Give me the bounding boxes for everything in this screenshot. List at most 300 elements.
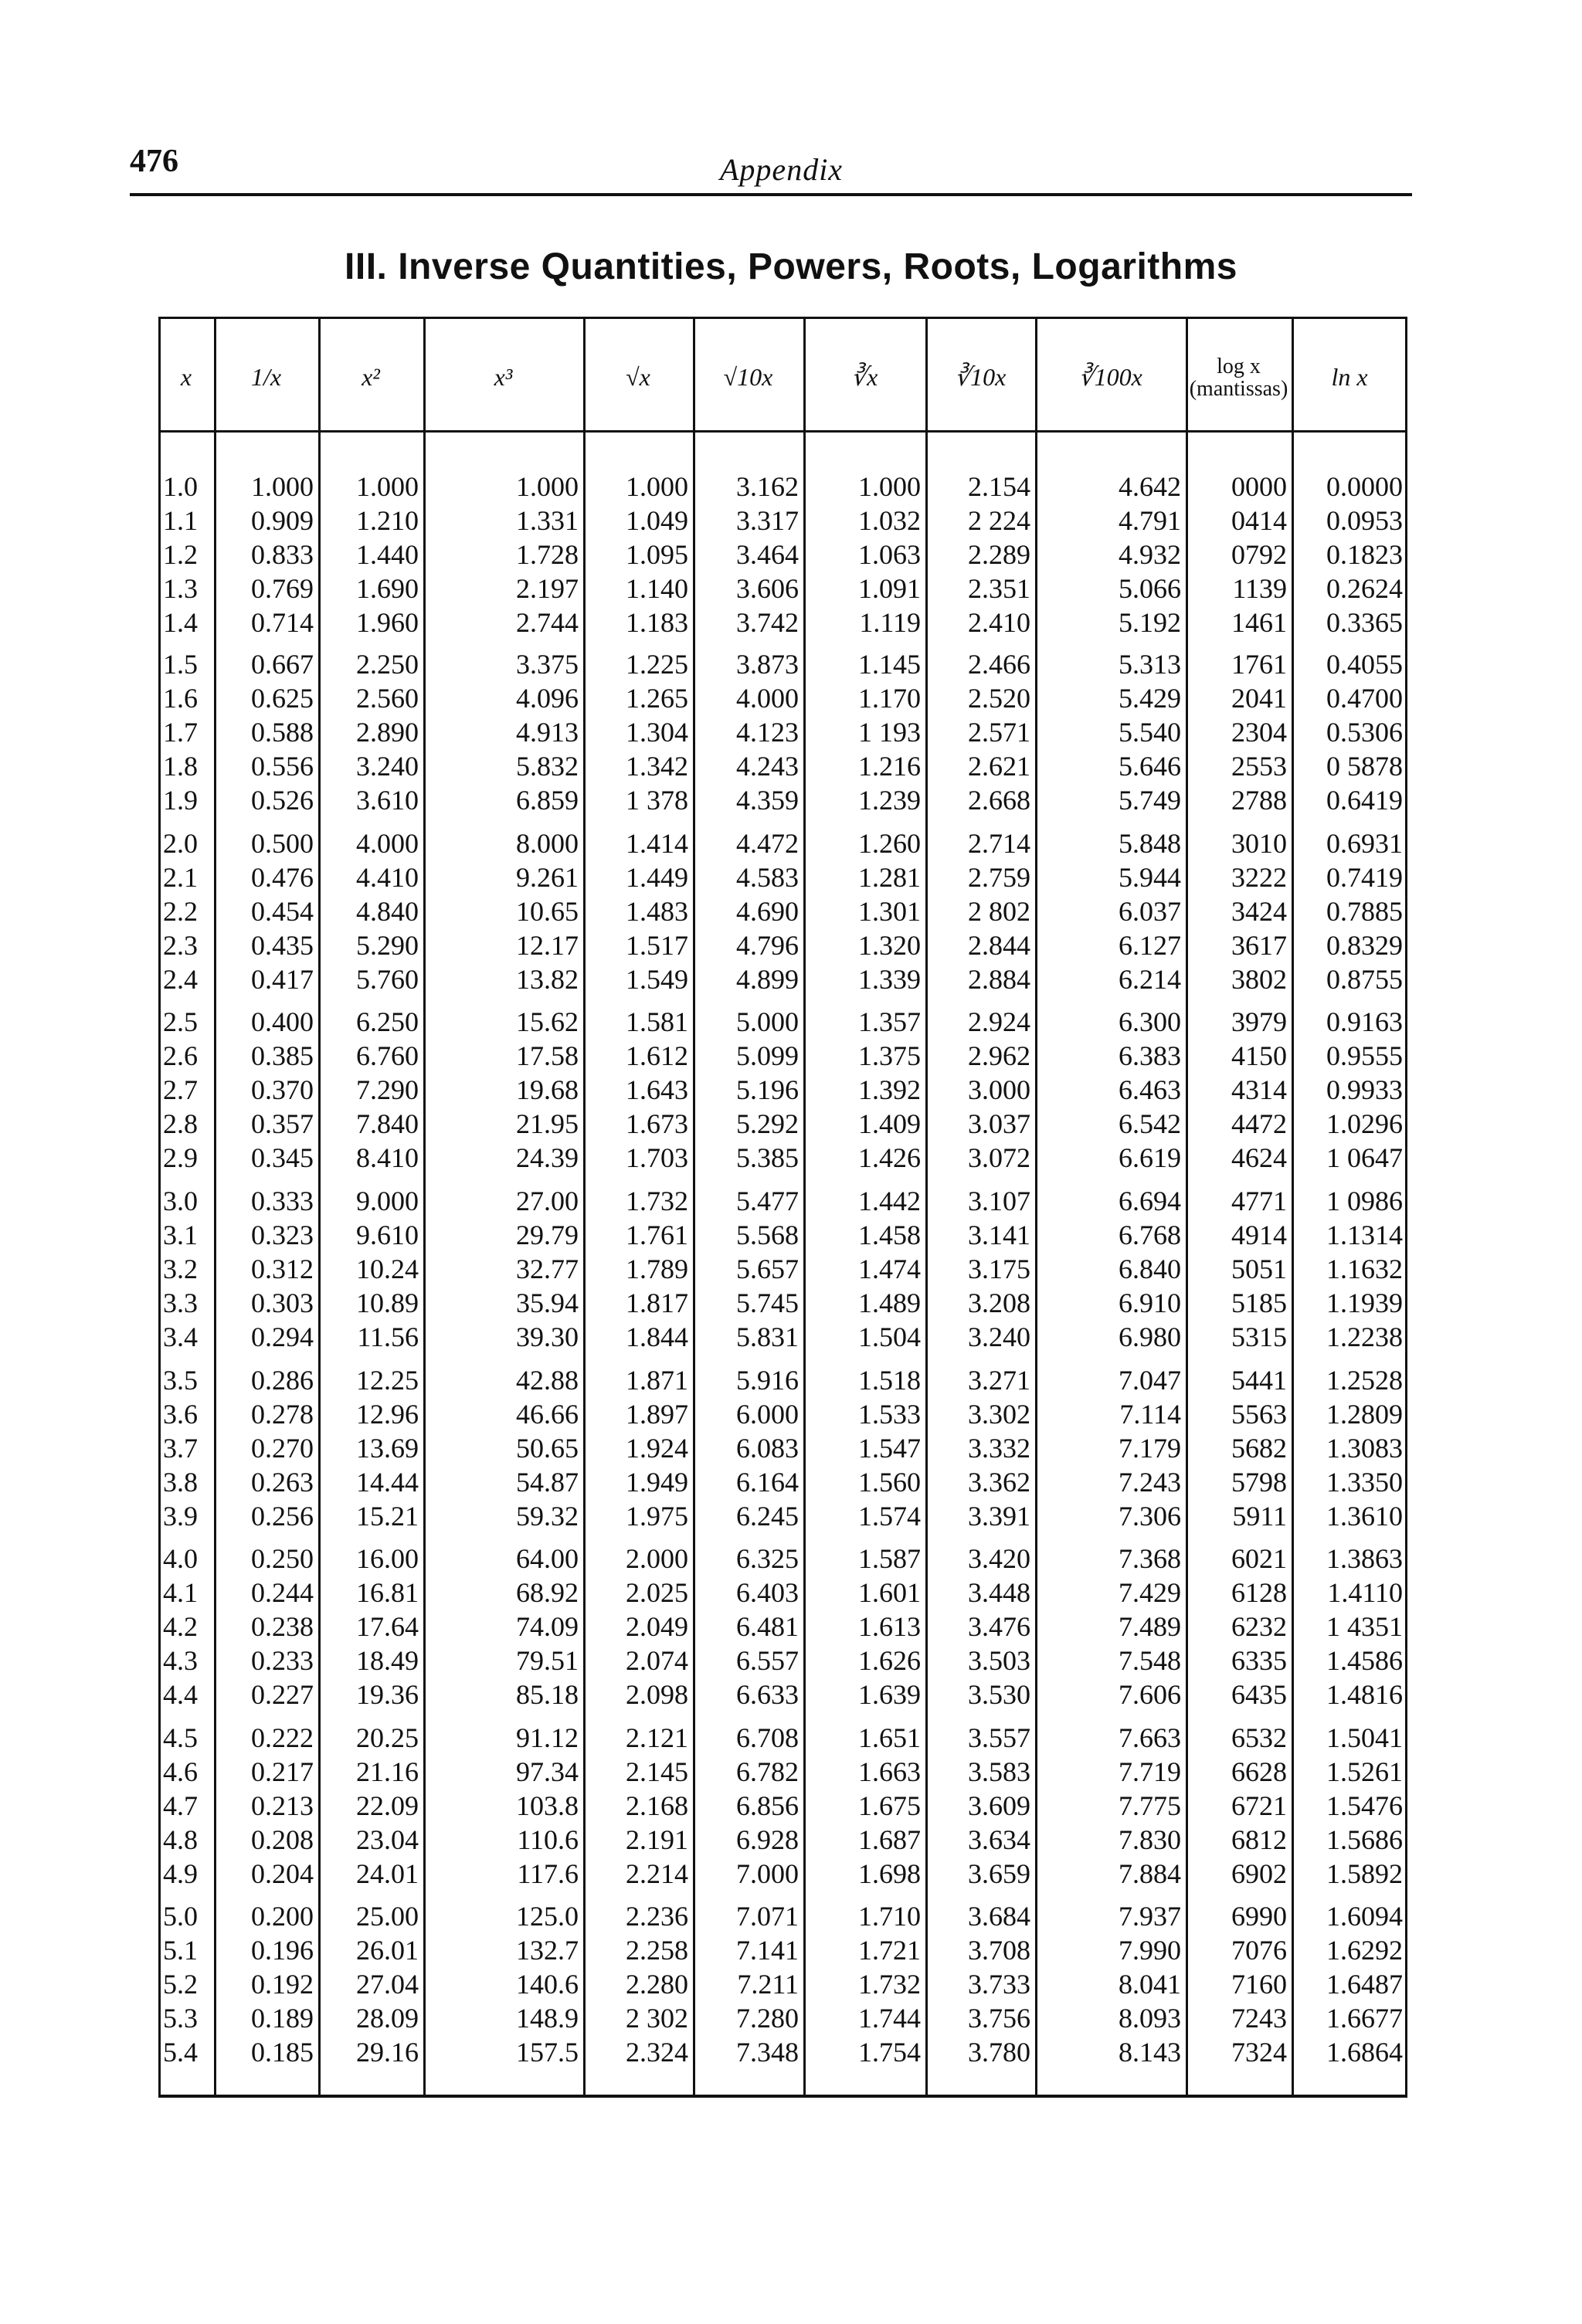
table-cell: 0.200 bbox=[251, 1901, 314, 1932]
table-cell: 1.225 bbox=[626, 649, 688, 680]
table-cell: 7.290 bbox=[356, 1074, 419, 1105]
table-cell: 0.238 bbox=[251, 1611, 314, 1642]
table-cell: 3.742 bbox=[736, 607, 799, 638]
table-cell: 1.000 bbox=[626, 471, 688, 502]
table-cell: 1.032 bbox=[858, 505, 921, 536]
table-cell: 1.170 bbox=[858, 683, 921, 714]
table-cell: 6128 bbox=[1231, 1577, 1287, 1608]
table-cell: 17.58 bbox=[516, 1040, 579, 1071]
table-cell: 2.560 bbox=[356, 683, 419, 714]
table-cell: 6.619 bbox=[1119, 1142, 1181, 1173]
table-cell: 3617 bbox=[1231, 930, 1287, 961]
table-cell: 4.9 bbox=[163, 1858, 198, 1889]
table-cell: 7.489 bbox=[1119, 1611, 1181, 1642]
table-cell: 0.189 bbox=[251, 2003, 314, 2034]
table-cell: 1.728 bbox=[516, 539, 579, 570]
table-cell: 6.633 bbox=[736, 1679, 799, 1710]
table-cell: 3.606 bbox=[736, 573, 799, 604]
table-cell: 157.5 bbox=[516, 2037, 579, 2068]
table-cell: 1 4351 bbox=[1326, 1611, 1403, 1642]
column-header: ∛10x bbox=[954, 363, 1007, 392]
table-cell: 4.8 bbox=[163, 1824, 198, 1855]
table-cell: 2.049 bbox=[626, 1611, 688, 1642]
table-cell: 1.5686 bbox=[1326, 1824, 1403, 1855]
table-cell: 1.375 bbox=[858, 1040, 921, 1071]
table-cell: 117.6 bbox=[517, 1858, 579, 1889]
table-cell: 6.760 bbox=[356, 1040, 419, 1071]
table-cell: 25.00 bbox=[356, 1901, 419, 1932]
table-cell: 0414 bbox=[1231, 505, 1287, 536]
table-cell: 2.000 bbox=[626, 1543, 688, 1574]
table-cell: 15.21 bbox=[356, 1501, 419, 1532]
table-cell: 68.92 bbox=[516, 1577, 579, 1608]
table-cell: 0.323 bbox=[251, 1220, 314, 1250]
table-cell: 6435 bbox=[1231, 1679, 1287, 1710]
table-cell: 4.690 bbox=[736, 896, 799, 927]
table-cell: 5798 bbox=[1231, 1467, 1287, 1498]
table-cell: 0.7885 bbox=[1326, 896, 1403, 927]
table-cell: 6021 bbox=[1231, 1543, 1287, 1574]
table-cell: 3.708 bbox=[968, 1935, 1030, 1966]
table-cell: 0000 bbox=[1231, 471, 1287, 502]
table-cell: 4.791 bbox=[1119, 505, 1181, 536]
table-cell: 7.211 bbox=[737, 1969, 799, 2000]
table-cell: 0.667 bbox=[251, 649, 314, 680]
table-cell: 6.000 bbox=[736, 1399, 799, 1430]
table-cell: 4.096 bbox=[516, 683, 579, 714]
table-cell: 26.01 bbox=[356, 1935, 419, 1966]
table-cell: 46.66 bbox=[516, 1399, 579, 1430]
table-cell: 1.6292 bbox=[1326, 1935, 1403, 1966]
table-cell: 1.063 bbox=[858, 539, 921, 570]
table-cell: 7.937 bbox=[1119, 1901, 1181, 1932]
table-cell: 4.3 bbox=[163, 1645, 198, 1676]
table-cell: 3.684 bbox=[968, 1901, 1030, 1932]
table-cell: 3010 bbox=[1231, 828, 1287, 859]
table-cell: 1761 bbox=[1231, 649, 1287, 680]
table-cell: 6.928 bbox=[736, 1824, 799, 1855]
table-title: III. Inverse Quantities, Powers, Roots, Logarithms bbox=[345, 246, 1237, 287]
table-cell: 1.517 bbox=[626, 930, 688, 961]
table-cell: 24.39 bbox=[516, 1142, 579, 1173]
table-cell: 2.236 bbox=[626, 1901, 688, 1932]
table-cell: 0.714 bbox=[251, 607, 314, 638]
column-divider bbox=[1035, 317, 1037, 2096]
table-cell: 1.643 bbox=[626, 1074, 688, 1105]
table-cell: 7.884 bbox=[1119, 1858, 1181, 1889]
table-cell: 1.5476 bbox=[1326, 1790, 1403, 1821]
table-cell: 0.400 bbox=[251, 1006, 314, 1037]
table-cell: 2.145 bbox=[626, 1756, 688, 1787]
table-cell: 1.547 bbox=[858, 1433, 921, 1464]
table-cell: 0.208 bbox=[251, 1824, 314, 1855]
table-cell: 13.69 bbox=[356, 1433, 419, 1464]
table-cell: 5.568 bbox=[736, 1220, 799, 1250]
table-cell: 1.601 bbox=[858, 1577, 921, 1608]
table-cell: 2.289 bbox=[968, 539, 1030, 570]
table-cell: 1.449 bbox=[626, 862, 688, 893]
table-cell: 4.4 bbox=[163, 1679, 198, 1710]
column-header: √10x bbox=[723, 363, 773, 392]
table-cell: 24.01 bbox=[356, 1858, 419, 1889]
table-cell: 1.5 bbox=[163, 649, 198, 680]
table-cell: 0 5878 bbox=[1326, 751, 1403, 782]
table-cell: 3.610 bbox=[356, 785, 419, 816]
table-cell: 14.44 bbox=[356, 1467, 419, 1498]
table-cell: 1.587 bbox=[858, 1543, 921, 1574]
table-cell: 1.442 bbox=[858, 1186, 921, 1216]
table-cell: 1.7 bbox=[163, 717, 198, 748]
table-cell: 0.5306 bbox=[1326, 717, 1403, 748]
column-header: log x (mantissas) bbox=[1189, 354, 1288, 401]
table-cell: 3.175 bbox=[968, 1254, 1030, 1284]
table-cell: 1.000 bbox=[516, 471, 579, 502]
table-cell: 7.840 bbox=[356, 1108, 419, 1139]
table-cell: 6.910 bbox=[1119, 1288, 1181, 1318]
table-cell: 0.7419 bbox=[1326, 862, 1403, 893]
table-cell: 27.04 bbox=[356, 1969, 419, 2000]
table-cell: 64.00 bbox=[516, 1543, 579, 1574]
table-cell: 1.3610 bbox=[1326, 1501, 1403, 1532]
table-cell: 3.332 bbox=[968, 1433, 1030, 1464]
table-cell: 5.4 bbox=[163, 2037, 198, 2068]
table-cell: 1.474 bbox=[858, 1254, 921, 1284]
table-cell: 5.1 bbox=[163, 1935, 198, 1966]
table-cell: 1.489 bbox=[858, 1288, 921, 1318]
column-divider bbox=[214, 317, 216, 2096]
table-cell: 1.744 bbox=[858, 2003, 921, 2034]
table-cell: 4.932 bbox=[1119, 539, 1181, 570]
table-cell: 2.191 bbox=[626, 1824, 688, 1855]
table-cell: 4914 bbox=[1231, 1220, 1287, 1250]
table-cell: 7.141 bbox=[736, 1935, 799, 1966]
table-cell: 1.732 bbox=[626, 1186, 688, 1216]
table-cell: 1.754 bbox=[858, 2037, 921, 2068]
table-cell: 1.000 bbox=[251, 471, 314, 502]
column-header: ln x bbox=[1331, 363, 1368, 392]
table-cell: 7.243 bbox=[1119, 1467, 1181, 1498]
table-cell: 3.873 bbox=[736, 649, 799, 680]
table-cell: 0.222 bbox=[251, 1722, 314, 1753]
table-cell: 1.145 bbox=[858, 649, 921, 680]
header-divider bbox=[158, 430, 1407, 433]
table-cell: 5.099 bbox=[736, 1040, 799, 1071]
table-cell: 1.4 bbox=[163, 607, 198, 638]
table-cell: 0.4700 bbox=[1326, 683, 1403, 714]
table-cell: 1.320 bbox=[858, 930, 921, 961]
column-divider bbox=[583, 317, 586, 2096]
table-cell: 5.477 bbox=[736, 1186, 799, 1216]
table-cell: 2.520 bbox=[968, 683, 1030, 714]
table-cell: 1.483 bbox=[626, 896, 688, 927]
table-cell: 5.646 bbox=[1119, 751, 1181, 782]
table-cell: 5.196 bbox=[736, 1074, 799, 1105]
table-cell: 5.831 bbox=[736, 1321, 799, 1352]
table-cell: 9.610 bbox=[356, 1220, 419, 1250]
table-cell: 29.16 bbox=[356, 2037, 419, 2068]
table-cell: 35.94 bbox=[516, 1288, 579, 1318]
table-cell: 74.09 bbox=[516, 1611, 579, 1642]
table-cell: 3.659 bbox=[968, 1858, 1030, 1889]
table-cell: 1.2528 bbox=[1326, 1365, 1403, 1396]
table-cell: 1.091 bbox=[858, 573, 921, 604]
table-cell: 16.00 bbox=[356, 1543, 419, 1574]
table-cell: 6.768 bbox=[1119, 1220, 1181, 1250]
table-cell: 0.357 bbox=[251, 1108, 314, 1139]
table-cell: 3.8 bbox=[163, 1467, 198, 1498]
column-header: 1/x bbox=[250, 363, 282, 392]
table-cell: 7160 bbox=[1231, 1969, 1287, 2000]
column-header: x³ bbox=[494, 363, 513, 392]
table-cell: 6.250 bbox=[356, 1006, 419, 1037]
table-cell: 3.000 bbox=[968, 1074, 1030, 1105]
table-cell: 4.410 bbox=[356, 862, 419, 893]
table-cell: 7.114 bbox=[1119, 1399, 1181, 1430]
table-cell: 7.719 bbox=[1119, 1756, 1181, 1787]
table-cell: 6.403 bbox=[736, 1577, 799, 1608]
table-cell: 7076 bbox=[1231, 1935, 1287, 1966]
table-cell: 1.049 bbox=[626, 505, 688, 536]
table-cell: 8.041 bbox=[1119, 1969, 1181, 2000]
table-cell: 6.859 bbox=[516, 785, 579, 816]
table-cell: 4.0 bbox=[163, 1543, 198, 1574]
table-cell: 0.250 bbox=[251, 1543, 314, 1574]
table-cell: 0.0953 bbox=[1326, 505, 1403, 536]
table-cell: 6.782 bbox=[736, 1756, 799, 1787]
table-cell: 5.848 bbox=[1119, 828, 1181, 859]
table-cell: 27.00 bbox=[516, 1186, 579, 1216]
table-cell: 1.663 bbox=[858, 1756, 921, 1787]
table-cell: 7.368 bbox=[1119, 1543, 1181, 1574]
table-cell: 5185 bbox=[1231, 1288, 1287, 1318]
table-cell: 3802 bbox=[1231, 964, 1287, 995]
table-cell: 8.000 bbox=[516, 828, 579, 859]
table-cell: 1.4586 bbox=[1326, 1645, 1403, 1676]
table-cell: 1.357 bbox=[858, 1006, 921, 1037]
table-cell: 5.0 bbox=[163, 1901, 198, 1932]
table-cell: 2.744 bbox=[516, 607, 579, 638]
table-cell: 3.0 bbox=[163, 1186, 198, 1216]
table-cell: 4.642 bbox=[1119, 471, 1181, 502]
table-cell: 1.216 bbox=[858, 751, 921, 782]
table-cell: 15.62 bbox=[516, 1006, 579, 1037]
table-cell: 5.385 bbox=[736, 1142, 799, 1173]
table-cell: 7.280 bbox=[736, 2003, 799, 2034]
table-cell: 0.833 bbox=[251, 539, 314, 570]
table-cell: 5.832 bbox=[516, 751, 579, 782]
table-cell: 6.214 bbox=[1119, 964, 1181, 995]
table-cell: 4.123 bbox=[736, 717, 799, 748]
table-cell: 2.4 bbox=[163, 964, 198, 995]
table-cell: 1.687 bbox=[858, 1824, 921, 1855]
table-cell: 0.9933 bbox=[1326, 1074, 1403, 1105]
table-cell: 0.196 bbox=[251, 1935, 314, 1966]
table-cell: 85.18 bbox=[516, 1679, 579, 1710]
table-cell: 6.542 bbox=[1119, 1108, 1181, 1139]
table-cell: 59.32 bbox=[516, 1501, 579, 1532]
table-cell: 3.448 bbox=[968, 1577, 1030, 1608]
table-cell: 2.154 bbox=[968, 471, 1030, 502]
table-cell: 1.2809 bbox=[1326, 1399, 1403, 1430]
table-cell: 1.975 bbox=[626, 1501, 688, 1532]
table-cell: 6812 bbox=[1231, 1824, 1287, 1855]
table-cell: 1.392 bbox=[858, 1074, 921, 1105]
table-cell: 1.210 bbox=[356, 505, 419, 536]
table-cell: 0.312 bbox=[251, 1254, 314, 1284]
table-cell: 3.072 bbox=[968, 1142, 1030, 1173]
table-cell: 5.944 bbox=[1119, 862, 1181, 893]
table-cell: 5.540 bbox=[1119, 717, 1181, 748]
table-cell: 29.79 bbox=[516, 1220, 579, 1250]
table-cell: 1.9 bbox=[163, 785, 198, 816]
table-cell: 3.162 bbox=[736, 471, 799, 502]
table-cell: 3.464 bbox=[736, 539, 799, 570]
column-header: ∛x bbox=[850, 363, 878, 392]
table-cell: 8.093 bbox=[1119, 2003, 1181, 2034]
table-cell: 97.34 bbox=[516, 1756, 579, 1787]
table-cell: 1.504 bbox=[858, 1321, 921, 1352]
table-cell: 1.4110 bbox=[1327, 1577, 1403, 1608]
table-cell: 1.5261 bbox=[1326, 1756, 1403, 1787]
table-cell: 2.668 bbox=[968, 785, 1030, 816]
table-cell: 1.3350 bbox=[1326, 1467, 1403, 1498]
column-header: x bbox=[180, 363, 192, 392]
table-cell: 0.9555 bbox=[1326, 1040, 1403, 1071]
table-cell: 1.639 bbox=[858, 1679, 921, 1710]
table-cell: 5.066 bbox=[1119, 573, 1181, 604]
table-cell: 2.0 bbox=[163, 828, 198, 859]
table-cell: 3.362 bbox=[968, 1467, 1030, 1498]
table-cell: 3.141 bbox=[968, 1220, 1030, 1250]
table-cell: 1.4816 bbox=[1326, 1679, 1403, 1710]
table-cell: 6721 bbox=[1231, 1790, 1287, 1821]
table-cell: 3.271 bbox=[968, 1365, 1030, 1396]
table-cell: 0.227 bbox=[251, 1679, 314, 1710]
table-cell: 5.3 bbox=[163, 2003, 198, 2034]
table-cell: 4.7 bbox=[163, 1790, 198, 1821]
table-cell: 1.1 bbox=[163, 505, 198, 536]
table-cell: 2.466 bbox=[968, 649, 1030, 680]
table-cell: 0.294 bbox=[251, 1321, 314, 1352]
table-cell: 1.612 bbox=[626, 1040, 688, 1071]
table-bottom-rule bbox=[158, 2095, 1407, 2098]
table-cell: 6902 bbox=[1231, 1858, 1287, 1889]
table-cell: 1.458 bbox=[858, 1220, 921, 1250]
table-cell: 1.2 bbox=[163, 539, 198, 570]
table-cell: 7243 bbox=[1231, 2003, 1287, 2034]
table-cell: 1.3083 bbox=[1326, 1433, 1403, 1464]
table-cell: 5682 bbox=[1231, 1433, 1287, 1464]
table-cell: 7.548 bbox=[1119, 1645, 1181, 1676]
table-cell: 1.6 bbox=[163, 683, 198, 714]
table-cell: 0.417 bbox=[251, 964, 314, 995]
table-cell: 1.1314 bbox=[1326, 1220, 1403, 1250]
table-cell: 3.1 bbox=[163, 1220, 198, 1250]
table-cell: 132.7 bbox=[516, 1935, 579, 1966]
table-cell: 6.383 bbox=[1119, 1040, 1181, 1071]
table-cell: 3.240 bbox=[968, 1321, 1030, 1352]
table-cell: 2.121 bbox=[626, 1722, 688, 1753]
table-cell: 0.370 bbox=[251, 1074, 314, 1105]
table-cell: 1.721 bbox=[858, 1935, 921, 1966]
table-cell: 4.583 bbox=[736, 862, 799, 893]
table-cell: 140.6 bbox=[516, 1969, 579, 2000]
table-cell: 0.185 bbox=[251, 2037, 314, 2068]
table-cell: 4.899 bbox=[736, 964, 799, 995]
table-cell: 1.281 bbox=[858, 862, 921, 893]
column-divider bbox=[925, 317, 928, 2096]
table-cell: 2553 bbox=[1231, 751, 1287, 782]
table-cell: 16.81 bbox=[356, 1577, 419, 1608]
table-cell: 3.4 bbox=[163, 1321, 198, 1352]
table-cell: 1.844 bbox=[626, 1321, 688, 1352]
table-cell: 0.8755 bbox=[1326, 964, 1403, 995]
table-cell: 0.500 bbox=[251, 828, 314, 859]
column-divider bbox=[318, 317, 321, 2096]
table-cell: 5.657 bbox=[736, 1254, 799, 1284]
table-cell: 3.375 bbox=[516, 649, 579, 680]
table-cell: 1.675 bbox=[858, 1790, 921, 1821]
table-cell: 2.7 bbox=[163, 1074, 198, 1105]
table-cell: 6.164 bbox=[736, 1467, 799, 1498]
table-cell: 7.775 bbox=[1119, 1790, 1181, 1821]
table-cell: 3222 bbox=[1231, 862, 1287, 893]
running-head: Appendix bbox=[720, 152, 844, 187]
table-cell: 0.588 bbox=[251, 717, 314, 748]
table-cell: 1.6487 bbox=[1326, 1969, 1403, 2000]
table-cell: 9.261 bbox=[516, 862, 579, 893]
table-cell: 2.621 bbox=[968, 751, 1030, 782]
table-cell: 19.68 bbox=[516, 1074, 579, 1105]
table-cell: 3.7 bbox=[163, 1433, 198, 1464]
table-cell: 1.761 bbox=[626, 1220, 688, 1250]
table-cell: 3.6 bbox=[163, 1399, 198, 1430]
table-cell: 3.302 bbox=[968, 1399, 1030, 1430]
table-cell: 1.1632 bbox=[1326, 1254, 1403, 1284]
table-cell: 2.250 bbox=[356, 649, 419, 680]
table-cell: 3.557 bbox=[968, 1722, 1030, 1753]
table-cell: 7.000 bbox=[736, 1858, 799, 1889]
table-cell: 125.0 bbox=[516, 1901, 579, 1932]
table-cell: 2.025 bbox=[626, 1577, 688, 1608]
table-cell: 5.760 bbox=[356, 964, 419, 995]
table-cell: 1.613 bbox=[858, 1611, 921, 1642]
table-cell: 2.571 bbox=[968, 717, 1030, 748]
table-cell: 7.047 bbox=[1119, 1365, 1181, 1396]
table-cell: 4.472 bbox=[736, 828, 799, 859]
table-cell: 1.673 bbox=[626, 1108, 688, 1139]
table-cell: 3.733 bbox=[968, 1969, 1030, 2000]
table-cell: 1.000 bbox=[356, 471, 419, 502]
table-cell: 3.503 bbox=[968, 1645, 1030, 1676]
table-cell: 7.348 bbox=[736, 2037, 799, 2068]
table-cell: 6.694 bbox=[1119, 1186, 1181, 1216]
table-cell: 103.8 bbox=[516, 1790, 579, 1821]
table-cell: 6532 bbox=[1231, 1722, 1287, 1753]
table-cell: 3.530 bbox=[968, 1679, 1030, 1710]
table-cell: 6.300 bbox=[1119, 1006, 1181, 1037]
table-cell: 1.710 bbox=[858, 1901, 921, 1932]
table-cell: 4.000 bbox=[736, 683, 799, 714]
table-cell: 1.331 bbox=[516, 505, 579, 536]
table-cell: 0.0000 bbox=[1326, 471, 1403, 502]
table-cell: 1.574 bbox=[858, 1501, 921, 1532]
table-cell: 0.303 bbox=[251, 1288, 314, 1318]
table-cell: 2.890 bbox=[356, 717, 419, 748]
table-cell: 1.626 bbox=[858, 1645, 921, 1676]
table-cell: 0.256 bbox=[251, 1501, 314, 1532]
table-cell: 1.260 bbox=[858, 828, 921, 859]
